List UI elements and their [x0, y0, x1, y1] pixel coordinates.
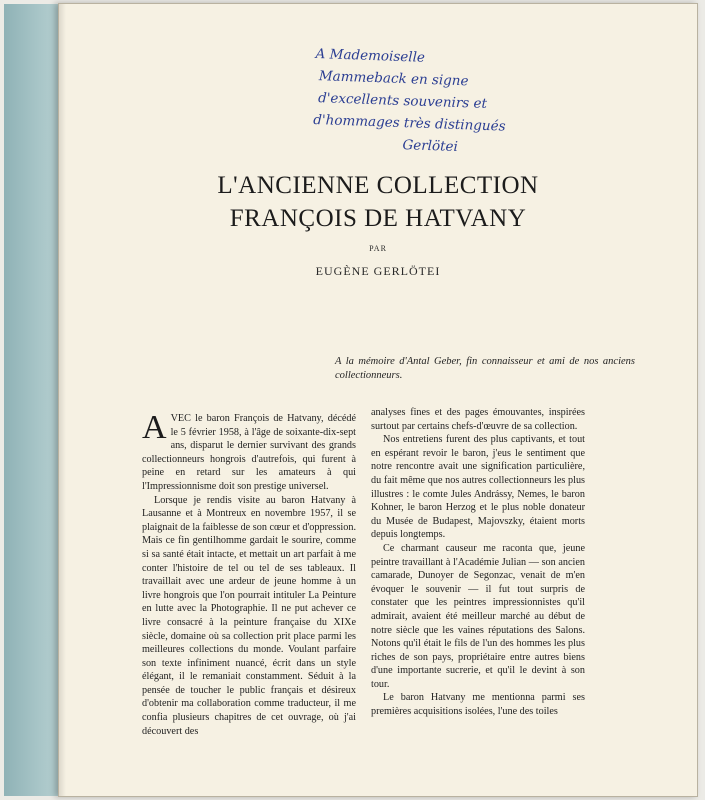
drop-cap: A: [142, 409, 167, 446]
paragraph-text: VEC le baron François de Hatvany, décédé le 5 février 1958, à l'âge de soixante-dix-sept ans, disparut le dernier survivant des grands collectionneurs hongrois d'autrefois, qui furent à peine en retard sur les amateurs à qui l'Impressionnisme doit son prestige universel.: [142, 413, 356, 492]
inscription-line: A Mademoiselle: [315, 45, 426, 66]
inscription-line: d'hommages très distingués: [313, 111, 506, 135]
dedication-epigraph: A la mémoire d'Antal Geber, fin connaisseur et ami de nos anciens collectionneurs.: [335, 356, 635, 381]
paragraph: analyses fines et des pages émouvantes, inspirées surtout par certains chefs-d'œuvre de sa collection.: [371, 407, 585, 432]
blue-cover-edge: [4, 4, 64, 796]
page-fold-shadow: [58, 3, 66, 797]
paragraph: Ce charmant causeur me raconta que, jeune peintre travaillant à l'Académie Julian — son ancien camarade, Dunoyer de Segonzac, venait de m'en évoquer le souvenir — il fut tout surpris de constater que les peintres impressionnistes qu'il admirait, avaient été meilleur marché au début de notre siècle que les vaines réputations des Salons. Notons qu'il était le fils de l'un des hommes les plus riches de son pays, propriétaire entre autres biens d'une importante sucrerie, et qu'il le devint à son tour.: [371, 542, 585, 690]
inscription-line: Mammeback en signe: [318, 68, 469, 90]
author-name: EUGÈNE GERLÖTEI: [315, 264, 441, 278]
paragraph: [142, 409, 356, 494]
article-title-line-1: L'ANCIENNE COLLECTION: [217, 172, 539, 199]
paragraph: Le baron Hatvany me mentionna parmi ses premières acquisitions isolées, l'une des toiles: [371, 692, 585, 718]
handwritten-inscription: [312, 43, 676, 165]
byline-par: PAR: [369, 244, 387, 253]
inscription-line: d'excellents souvenirs et: [317, 90, 488, 112]
paragraph: Lorsque je rendis visite au baron Hatvany à Lausanne et à Montreux en novembre 1957, il se plaignait de la faiblesse de son cœur et d'oppression. Mais ce fin gentilhomme gardait le sourire, comme si sa santé était intacte, et mettait un art parfait à me conter l'histoire de tel ou tel de ses tableaux. Il travaillait avec une ardeur de jeune homme à un livre hongrois que l'on pourrait intituler La Peinture en lutte avec la Photographie. Il ne put achever ce livre consacré à la peinture française du XIXe siècle, domaine où sa collection prit place parmi les meilleures collections du monde. Voulant parfaire son texte infiniment nuancé, écrit dans un style élégant, il le remaniait constamment. Séduit à la pensée de toucher le public français et désireux d'obtenir ma collaboration comme traducteur, il me confia plusieurs chapitres de cet ouvrage, où j'ai découvert des: [142, 494, 356, 737]
document-page: [58, 3, 698, 797]
article-title-line-2: FRANÇOIS DE HATVANY: [229, 205, 527, 232]
text-column-right: [371, 406, 585, 719]
inscription-signature: Gerlötei: [402, 137, 459, 156]
paragraph: Nos entretiens furent des plus captivants, et tout en espérant revoir le baron, j'eus le sentiment que notre rencontre avait une signification particulière, du fait même que nos autres collectionneurs les plus illustres : le comte Jules Andrássy, Nemes, le baron Kohner, le baron Herzog et le plus noble donateur du Musée de Budapest, Majovszky, étaient morts depuis longtemps.: [371, 434, 585, 541]
text-column-left: [142, 409, 356, 738]
